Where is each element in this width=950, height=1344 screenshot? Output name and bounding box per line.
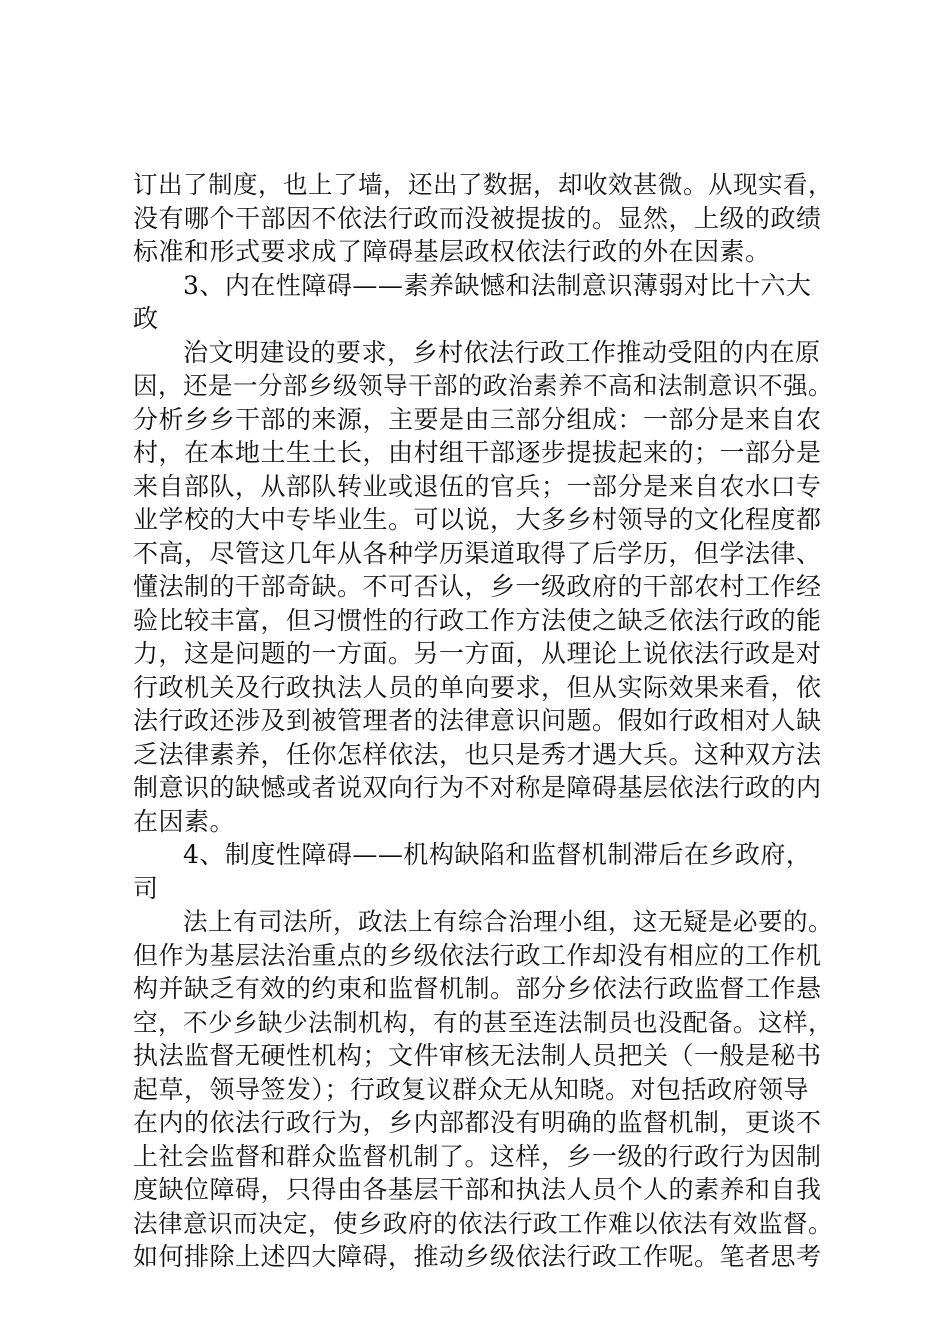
text-line: 上社会监督和群众监督机制了。这样，乡一级的行政行为因制 (133, 1141, 822, 1171)
text-line: 村，在本地土生土长，由村组干部逐步提拔起来的；一部分是 (133, 438, 822, 467)
text-line: 分析乡乡干部的来源，主要是由三部分组成：一部分是来自农 (133, 404, 822, 434)
text-line: 不高，尽管这几年从各种学历渠道取得了后学历，但学法律、 (133, 538, 822, 568)
text-line: 起草，领导签发）；行政复议群众无从知晓。对包括政府领导 (133, 1074, 810, 1104)
text-line: 度缺位障碍，只得由各基层干部和执法人员个人的素养和自我 (133, 1175, 822, 1204)
text-line: 但作为基层法治重点的乡级依法行政工作却没有相应的工作机 (133, 940, 822, 970)
text-line: 执法监督无硬性机构；文件审核无法制人员把关（一般是秘书 (133, 1041, 822, 1070)
text-line: 在因素。 (133, 806, 236, 836)
text-line: 业学校的大中专毕业生。可以说，大多乡村领导的文化程度都 (133, 505, 822, 534)
text-line: 没有哪个干部因不依法行政而没被提拔的。显然，上级的政绩 (133, 203, 822, 233)
text-line: 如何排除上述四大障碍，推动乡级依法行政工作呢。笔者思考 (133, 1242, 822, 1271)
text-line: 乏法律素养，任你怎样依法，也只是秀才遇大兵。这种双方法 (133, 739, 822, 769)
text-line: 懂法制的干部奇缺。不可否认，乡一级政府的干部农村工作经 (133, 572, 822, 601)
text-line: 3、内在性障碍——素养缺憾和法制意识薄弱对比十六大 (183, 270, 812, 300)
text-line: 在内的依法行政行为，乡内部都没有明确的监督机制，更谈不 (133, 1108, 822, 1137)
text-line: 4、制度性障碍——机构缺陷和监督机制滞后在乡政府， (183, 840, 812, 869)
text-line: 订出了制度，也上了墙，还出了数据，却收效甚微。从现实看， (133, 170, 833, 199)
text-line: 空，不少乡缺少法制机构，有的甚至连法制员也没配备。这样， (133, 1007, 833, 1037)
text-line: 力，这是问题的一方面。另一方面，从理论上说依法行政是对 (133, 639, 822, 668)
text-line: 来自部队，从部队转业或退伍的官兵；一部分是来自农水口专 (133, 471, 822, 501)
document-body (133, 168, 833, 1274)
text-line: 法上有司法所，政法上有综合治理小组，这无疑是必要的。 (183, 907, 833, 936)
text-line: 行政机关及行政执法人员的单向要求，但从实际效果来看，依 (133, 672, 822, 702)
text-line: 标准和形式要求成了障碍基层政权依法行政的外在因素。 (133, 237, 771, 266)
text-line: 司 (133, 873, 159, 903)
text-line: 制意识的缺憾或者说双向行为不对称是障碍基层依法行政的内 (133, 773, 822, 802)
text-line: 法行政还涉及到被管理者的法律意识问题。假如行政相对人缺 (133, 706, 822, 735)
text-line: 治文明建设的要求，乡村依法行政工作推动受阻的内在原 (183, 337, 821, 367)
text-line: 因，还是一分部乡级领导干部的政治素养不高和法制意识不强。 (133, 371, 833, 400)
text-line: 构并缺乏有效的约束和监督机制。部分乡依法行政监督工作悬 (133, 974, 822, 1003)
text-line: 政 (133, 304, 159, 333)
text-line: 验比较丰富，但习惯性的行政工作方法使之缺乏依法行政的能 (133, 605, 822, 635)
text-line: 法律意识而决定，使乡政府的依法行政工作难以依法有效监督。 (133, 1208, 833, 1238)
